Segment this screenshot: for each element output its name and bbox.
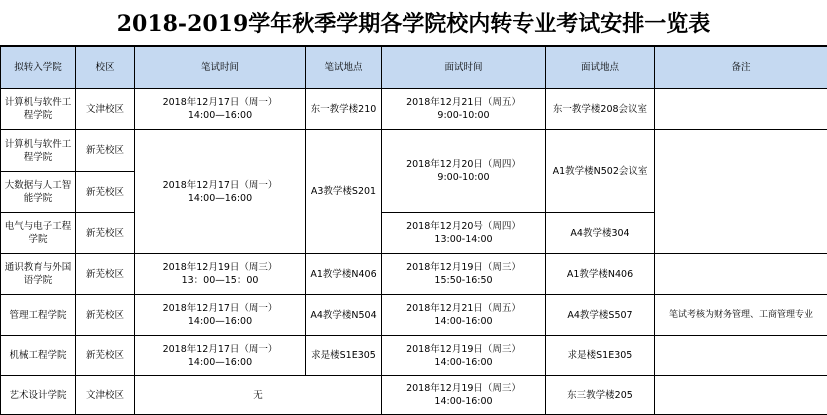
header-interview-time: 面试时间 bbox=[382, 47, 546, 89]
interview-time-cell bbox=[382, 376, 546, 415]
interview-hours: 9:00-10:00 bbox=[384, 171, 543, 184]
college-cell: 机械工程学院 bbox=[1, 336, 76, 376]
college-cell: 大数据与人工智能学院 bbox=[1, 172, 76, 213]
written-date: 2018年12月17日（周一） bbox=[137, 302, 303, 315]
interview-hours: 14:00-16:00 bbox=[384, 356, 543, 369]
interview-time-cell bbox=[382, 254, 546, 295]
written-time-cell bbox=[135, 336, 306, 376]
interview-place-cell: 东一教学楼208会议室 bbox=[546, 89, 655, 130]
written-time-cell bbox=[135, 130, 306, 254]
table-row bbox=[1, 336, 827, 376]
schedule-table bbox=[0, 46, 827, 415]
interview-place-cell: 求是楼S1E305 bbox=[546, 336, 655, 376]
campus-cell: 文津校区 bbox=[76, 89, 135, 130]
header-campus: 校区 bbox=[76, 47, 135, 89]
written-hours: 14:00—16:00 bbox=[137, 356, 303, 369]
interview-date: 2018年12月19日（周三） bbox=[384, 261, 543, 274]
interview-hours: 14:00-16:00 bbox=[384, 315, 543, 328]
written-place-cell: 求是楼S1E305 bbox=[306, 336, 382, 376]
written-date: 2018年12月19日（周三） bbox=[137, 261, 303, 274]
campus-cell: 新芜校区 bbox=[76, 130, 135, 172]
header-written-time: 笔试时间 bbox=[135, 47, 306, 89]
written-hours: 14:00—16:00 bbox=[137, 192, 303, 205]
interview-place-cell: 东三教学楼205 bbox=[546, 376, 655, 415]
written-place-cell: A3教学楼S201 bbox=[306, 130, 382, 254]
table-row bbox=[1, 376, 827, 415]
campus-cell: 新芜校区 bbox=[76, 254, 135, 295]
interview-time-cell bbox=[382, 130, 546, 213]
interview-date: 2018年12月21日（周五） bbox=[384, 302, 543, 315]
campus-cell: 新芜校区 bbox=[76, 336, 135, 376]
college-cell: 计算机与软件工程学院 bbox=[1, 89, 76, 130]
interview-place-cell: A1教学楼N406 bbox=[546, 254, 655, 295]
campus-cell: 文津校区 bbox=[76, 376, 135, 415]
interview-hours: 15:50-16:50 bbox=[384, 274, 543, 287]
written-hours: 14:00—16:00 bbox=[137, 109, 303, 122]
note-cell bbox=[655, 376, 827, 415]
interview-date: 2018年12月20日（周四） bbox=[384, 158, 543, 171]
table-row bbox=[1, 254, 827, 295]
campus-cell: 新芜校区 bbox=[76, 295, 135, 336]
note-cell bbox=[655, 254, 827, 295]
interview-date: 2018年12月20号（周四） bbox=[384, 220, 543, 233]
note-cell bbox=[655, 130, 827, 254]
college-cell: 管理工程学院 bbox=[1, 295, 76, 336]
table-row bbox=[1, 130, 827, 172]
written-hours: 14:00—16:00 bbox=[137, 315, 303, 328]
interview-place-cell: A4教学楼S507 bbox=[546, 295, 655, 336]
interview-time-cell bbox=[382, 336, 546, 376]
interview-time-cell bbox=[382, 89, 546, 130]
table-row bbox=[1, 295, 827, 336]
note-cell bbox=[655, 89, 827, 130]
header-college: 拟转入学院 bbox=[1, 47, 76, 89]
interview-time-cell bbox=[382, 213, 546, 254]
table-row bbox=[1, 89, 827, 130]
written-time-cell bbox=[135, 295, 306, 336]
header-note: 备注 bbox=[655, 47, 827, 89]
written-place-cell: 东一教学楼210 bbox=[306, 89, 382, 130]
written-place-cell: A1教学楼N406 bbox=[306, 254, 382, 295]
interview-date: 2018年12月19日（周三） bbox=[384, 382, 543, 395]
written-date: 2018年12月17日（周一） bbox=[137, 343, 303, 356]
interview-place-cell: A4教学楼304 bbox=[546, 213, 655, 254]
written-time-cell: 无 bbox=[135, 376, 382, 415]
interview-date: 2018年12月21日（周五） bbox=[384, 96, 543, 109]
campus-cell: 新芜校区 bbox=[76, 172, 135, 213]
written-hours: 13：00—15：00 bbox=[137, 274, 303, 287]
college-cell: 通识教育与外国语学院 bbox=[1, 254, 76, 295]
header-written-place: 笔试地点 bbox=[306, 47, 382, 89]
note-cell: 笔试考核为财务管理、工商管理专业 bbox=[655, 295, 827, 336]
college-cell: 电气与电子工程学院 bbox=[1, 213, 76, 254]
note-cell bbox=[655, 336, 827, 376]
written-time-cell bbox=[135, 89, 306, 130]
interview-date: 2018年12月19日（周三） bbox=[384, 343, 543, 356]
campus-cell: 新芜校区 bbox=[76, 213, 135, 254]
header-interview-place: 面试地点 bbox=[546, 47, 655, 89]
page-title: 2018-2019学年秋季学期各学院校内转专业考试安排一览表 bbox=[0, 0, 827, 46]
college-cell: 艺术设计学院 bbox=[1, 376, 76, 415]
written-place-cell: A4教学楼N504 bbox=[306, 295, 382, 336]
college-cell: 计算机与软件工程学院 bbox=[1, 130, 76, 172]
written-date: 2018年12月17日（周一） bbox=[137, 96, 303, 109]
interview-hours: 9:00-10:00 bbox=[384, 109, 543, 122]
table-header-row bbox=[1, 47, 827, 89]
interview-hours: 13:00-14:00 bbox=[384, 233, 543, 246]
written-time-cell bbox=[135, 254, 306, 295]
interview-hours: 14:00-16:00 bbox=[384, 395, 543, 408]
interview-place-cell: A1教学楼N502会议室 bbox=[546, 130, 655, 213]
written-date: 2018年12月17日（周一） bbox=[137, 179, 303, 192]
interview-time-cell bbox=[382, 295, 546, 336]
